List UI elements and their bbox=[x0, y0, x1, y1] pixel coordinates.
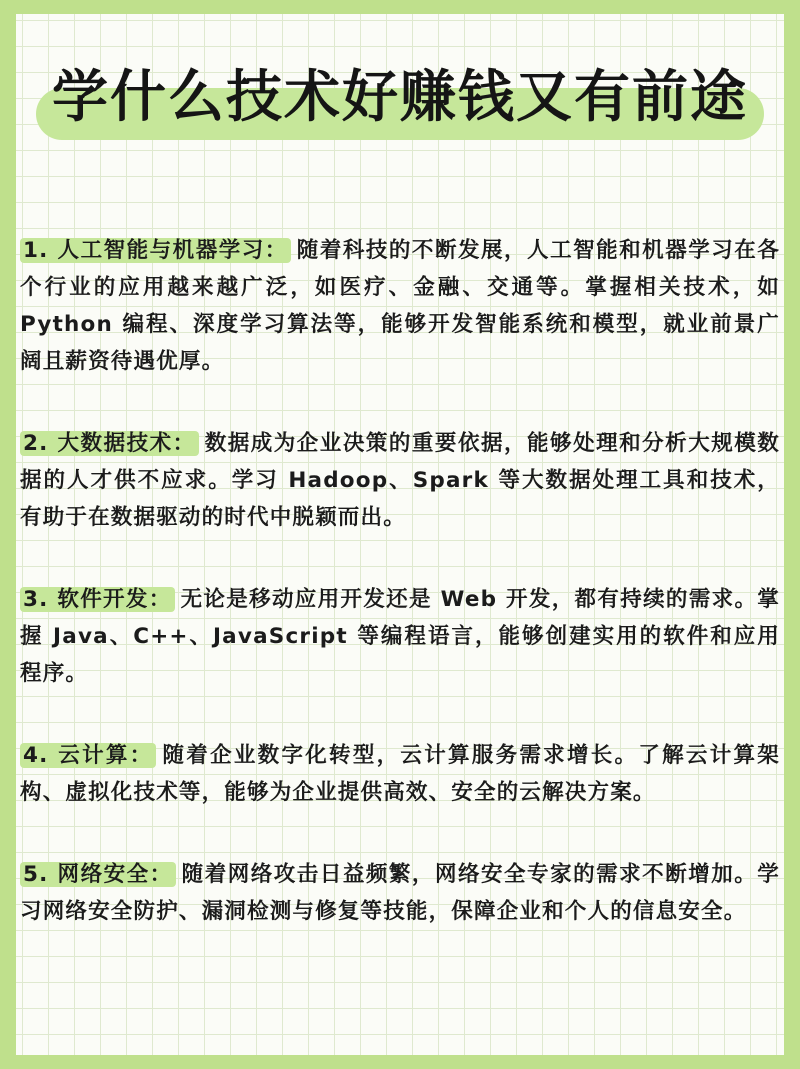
section-heading: 1. 人工智能与机器学习： bbox=[20, 238, 291, 263]
section-ai bbox=[16, 232, 784, 380]
section-text: 数据成为企业决策的重要依据，能够处理和分析大规模数据的人才供不应求。学习 Hadoop、Spark 等大数据处理工具和技术，有助于在数据驱动的时代中脱颖而出。 bbox=[20, 431, 780, 530]
section-cloud bbox=[16, 737, 784, 811]
section-big-data bbox=[16, 425, 784, 536]
section-heading: 5. 网络安全： bbox=[20, 862, 176, 887]
article-body bbox=[16, 232, 784, 975]
section-heading: 4. 云计算： bbox=[20, 743, 156, 768]
section-text: 随着网络攻击日益频繁，网络安全专家的需求不断增加。学习网络安全防护、漏洞检测与修复等技能，保障企业和个人的信息安全。 bbox=[20, 862, 781, 924]
page-title: 学什么技术好赚钱又有前途 bbox=[52, 65, 748, 130]
section-software-dev bbox=[16, 581, 784, 692]
section-text: 随着科技的不断发展，人工智能和机器学习在各个行业的应用越来越广泛，如医疗、金融、交通等。掌握相关技术，如 Python 编程、深度学习算法等，能够开发智能系统和模型，就业前景广阔且薪资待遇优厚。 bbox=[20, 238, 781, 374]
section-text: 无论是移动应用开发还是 Web 开发，都有持续的需求。掌握 Java、C++、JavaScript 等编程语言，能够创建实用的软件和应用程序。 bbox=[20, 587, 780, 686]
title-block bbox=[16, 58, 784, 138]
page-frame bbox=[16, 14, 784, 1055]
section-text: 随着企业数字化转型，云计算服务需求增长。了解云计算架构、虚拟化技术等，能够为企业提供高效、安全的云解决方案。 bbox=[20, 743, 781, 805]
section-heading: 3. 软件开发： bbox=[20, 587, 175, 612]
section-heading: 2. 大数据技术： bbox=[20, 431, 199, 456]
section-security bbox=[16, 856, 784, 930]
